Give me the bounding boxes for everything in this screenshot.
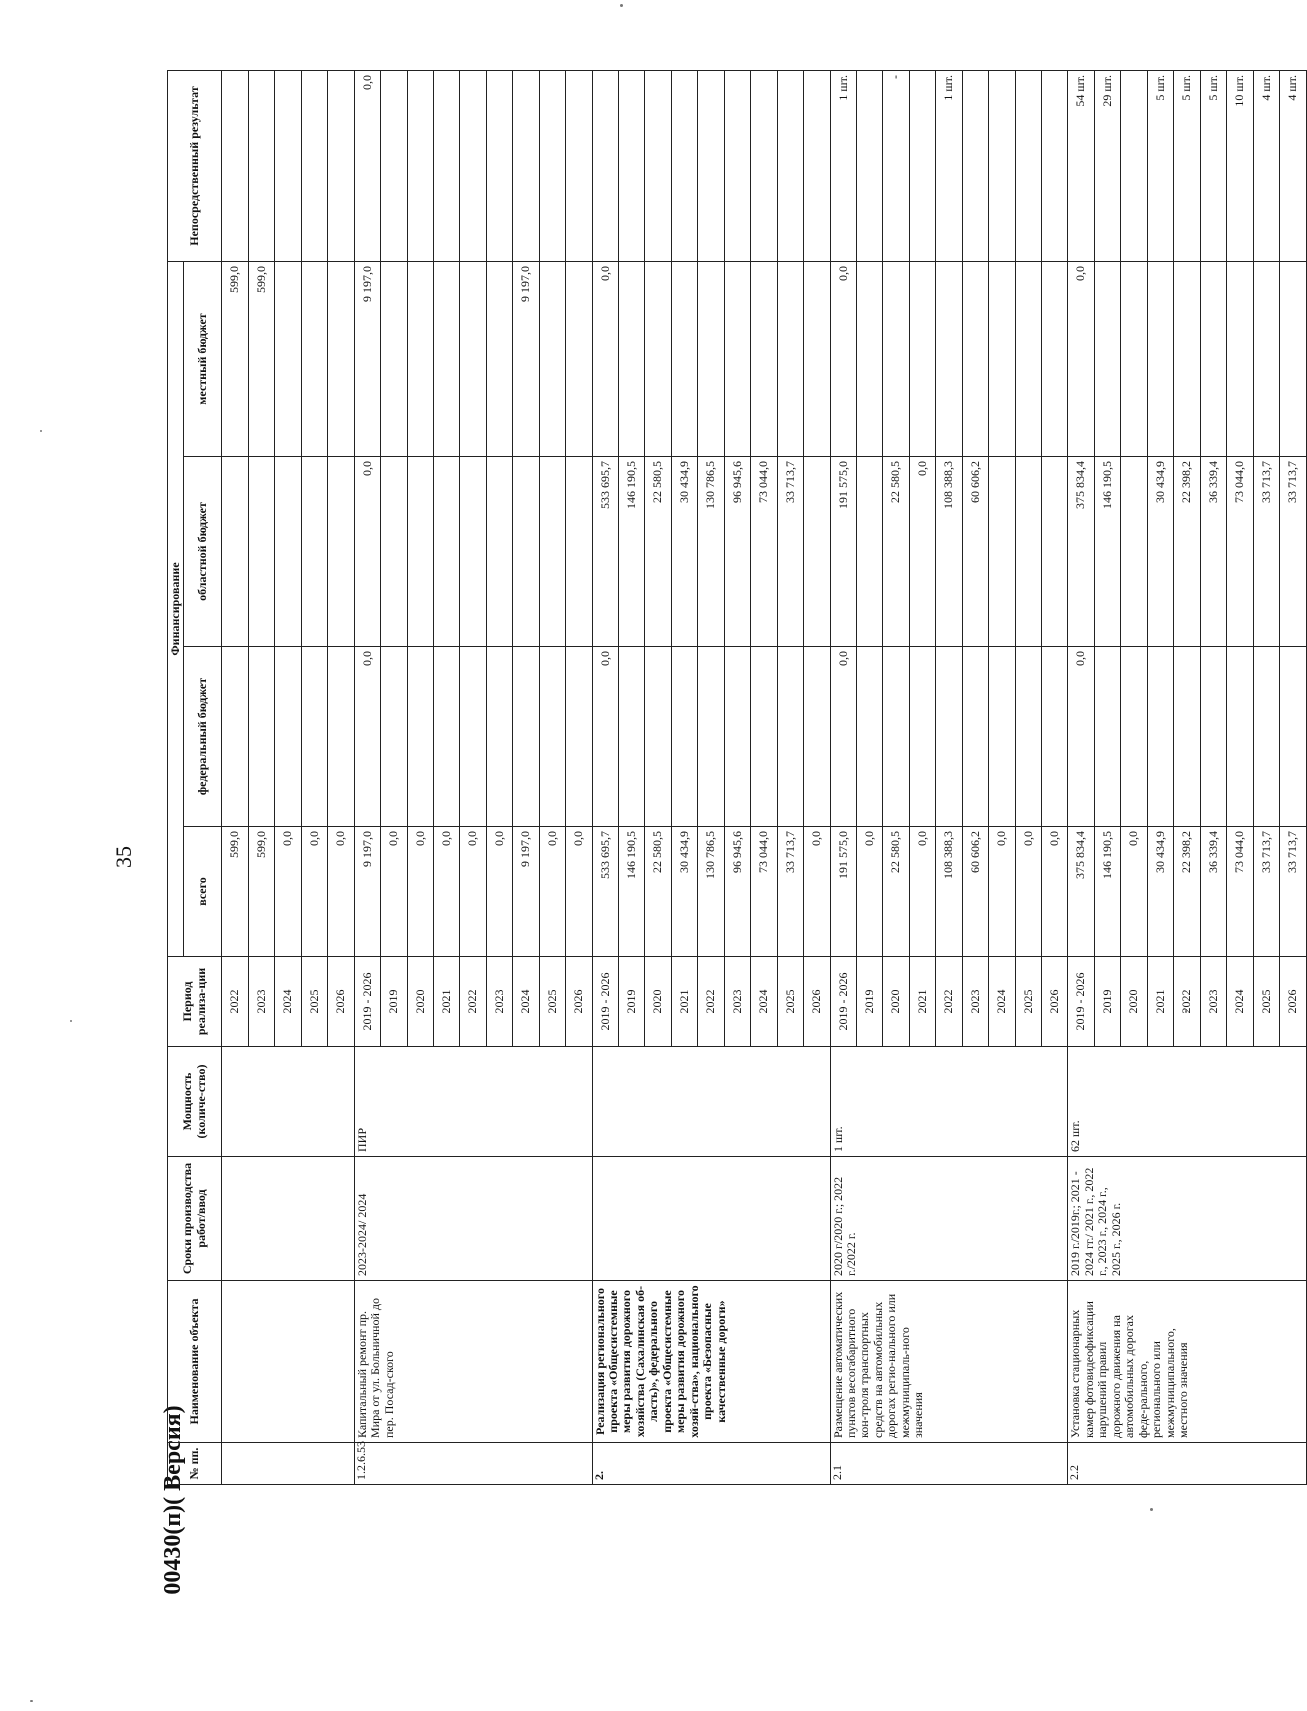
- header-period: Период реализа-ции: [168, 957, 222, 1047]
- federal-cell: [486, 647, 512, 827]
- period-cell: 2024: [513, 957, 539, 1047]
- local-cell: [486, 262, 512, 457]
- num-cell: 1.2.6.53: [354, 1443, 592, 1485]
- result-cell: [804, 71, 830, 262]
- local-cell: [936, 262, 962, 457]
- period-cell: 2019: [1094, 957, 1120, 1047]
- federal-cell: [724, 647, 750, 827]
- federal-cell: 0,0: [592, 647, 618, 827]
- period-cell: 2026: [328, 957, 354, 1047]
- result-cell: [909, 71, 935, 262]
- federal-cell: [1227, 647, 1253, 827]
- num-cell: [222, 1443, 354, 1485]
- period-cell: 2020: [883, 957, 909, 1047]
- period-cell: 2022: [1174, 957, 1200, 1047]
- regional-cell: [460, 457, 486, 647]
- federal-cell: [989, 647, 1015, 827]
- total-cell: 0,0: [1042, 827, 1068, 957]
- local-cell: [777, 262, 803, 457]
- result-cell: [989, 71, 1015, 262]
- period-cell: 2020: [407, 957, 433, 1047]
- regional-cell: [513, 457, 539, 647]
- regional-cell: [804, 457, 830, 647]
- local-cell: [1147, 262, 1173, 457]
- federal-cell: 0,0: [354, 647, 380, 827]
- local-cell: [1253, 262, 1279, 457]
- period-cell: 2019 - 2026: [592, 957, 618, 1047]
- regional-cell: 22 398,2: [1174, 457, 1200, 647]
- local-cell: [989, 262, 1015, 457]
- total-cell: 0,0: [381, 827, 407, 957]
- terms-cell: 2020 г/2020 г.; 2022 г./2022 г.: [830, 1157, 1068, 1281]
- capacity-cell: 1 шт.: [830, 1047, 1068, 1157]
- header-federal: федеральный бюджет: [184, 647, 222, 827]
- regional-cell: [381, 457, 407, 647]
- regional-cell: 33 713,7: [1253, 457, 1279, 647]
- result-cell: 1 шт.: [936, 71, 962, 262]
- period-cell: 2024: [989, 957, 1015, 1047]
- local-cell: [407, 262, 433, 457]
- capacity-cell: ПИР: [354, 1047, 592, 1157]
- terms-cell: [222, 1157, 354, 1281]
- page-number: 35: [111, 846, 136, 868]
- total-cell: 30 434,9: [671, 827, 697, 957]
- regional-cell: 146 190,5: [1094, 457, 1120, 647]
- object-name-cell: Реализация регионального проекта «Общесистемные меры развития дорожного хозяйства (Сахалинская об-ласть)», федерального проекта «Общесистемные меры развития дорожного хозяй-ства», национального проекта «Безопасные качественные дороги»: [592, 1281, 830, 1443]
- period-cell: 2022: [698, 957, 724, 1047]
- total-cell: 0,0: [909, 827, 935, 957]
- capacity-cell: [222, 1047, 354, 1157]
- period-cell: 2023: [962, 957, 988, 1047]
- result-cell: [275, 71, 301, 262]
- total-cell: 0,0: [856, 827, 882, 957]
- period-cell: 2025: [777, 957, 803, 1047]
- regional-cell: [328, 457, 354, 647]
- header-regional: областной бюджет: [184, 457, 222, 647]
- result-cell: [486, 71, 512, 262]
- regional-cell: [433, 457, 459, 647]
- local-cell: 0,0: [592, 262, 618, 457]
- federal-cell: [671, 647, 697, 827]
- terms-cell: 2023-2024/ 2024: [354, 1157, 592, 1281]
- period-cell: 2026: [1042, 957, 1068, 1047]
- total-cell: 599,0: [222, 827, 248, 957]
- regional-cell: 191 575,0: [830, 457, 856, 647]
- local-cell: [1174, 262, 1200, 457]
- result-cell: [724, 71, 750, 262]
- local-cell: [883, 262, 909, 457]
- federal-cell: [1174, 647, 1200, 827]
- capacity-cell: 62 шт.: [1068, 1047, 1307, 1157]
- total-cell: 0,0: [328, 827, 354, 957]
- result-cell: 0,0: [354, 71, 380, 262]
- total-cell: 96 945,6: [724, 827, 750, 957]
- period-cell: 2023: [1200, 957, 1226, 1047]
- total-cell: 0,0: [433, 827, 459, 957]
- regional-cell: 73 044,0: [751, 457, 777, 647]
- period-cell: 2022: [222, 957, 248, 1047]
- total-cell: 130 786,5: [698, 827, 724, 957]
- local-cell: [909, 262, 935, 457]
- period-cell: 2023: [724, 957, 750, 1047]
- local-cell: [804, 262, 830, 457]
- regional-cell: [1015, 457, 1041, 647]
- table-row: [222, 71, 248, 1485]
- federal-cell: [936, 647, 962, 827]
- table-row: [592, 71, 618, 1485]
- federal-cell: 0,0: [1068, 647, 1094, 827]
- federal-cell: [1279, 647, 1306, 827]
- header-num: № пп.: [168, 1443, 222, 1485]
- period-cell: 2023: [486, 957, 512, 1047]
- regional-cell: 33 713,7: [1279, 457, 1306, 647]
- regional-cell: [566, 457, 592, 647]
- federal-cell: [619, 647, 645, 827]
- period-cell: 2021: [433, 957, 459, 1047]
- period-cell: 2026: [566, 957, 592, 1047]
- total-cell: 9 197,0: [513, 827, 539, 957]
- federal-cell: [301, 647, 327, 827]
- result-cell: [619, 71, 645, 262]
- total-cell: 22 398,2: [1174, 827, 1200, 957]
- federal-cell: [1042, 647, 1068, 827]
- regional-cell: 0,0: [354, 457, 380, 647]
- federal-cell: [222, 647, 248, 827]
- document-id: 00430(п)( Версия): [160, 1405, 186, 1595]
- total-cell: 0,0: [275, 827, 301, 957]
- total-cell: 9 197,0: [354, 827, 380, 957]
- local-cell: [1121, 262, 1147, 457]
- total-cell: 0,0: [804, 827, 830, 957]
- federal-cell: [433, 647, 459, 827]
- federal-cell: [804, 647, 830, 827]
- period-cell: 2020: [645, 957, 671, 1047]
- local-cell: 9 197,0: [354, 262, 380, 457]
- period-cell: 2019: [856, 957, 882, 1047]
- local-cell: [381, 262, 407, 457]
- total-cell: 22 580,5: [645, 827, 671, 957]
- period-cell: 2020: [1121, 957, 1147, 1047]
- total-cell: 0,0: [539, 827, 565, 957]
- table-row: [1068, 71, 1094, 1485]
- local-cell: [1015, 262, 1041, 457]
- federal-cell: [883, 647, 909, 827]
- federal-cell: [1015, 647, 1041, 827]
- local-cell: [301, 262, 327, 457]
- total-cell: 73 044,0: [751, 827, 777, 957]
- regional-cell: 36 339,4: [1200, 457, 1226, 647]
- regional-cell: 22 580,5: [883, 457, 909, 647]
- object-name-cell: Установка стационарных камер фотовидеофиксации нарушений правил дорожного движения на автомобильных дорогах феде-рального, регионального или межмуниципального, местного значения: [1068, 1281, 1307, 1443]
- regional-cell: 146 190,5: [619, 457, 645, 647]
- federal-cell: [566, 647, 592, 827]
- num-cell: 2.1: [830, 1443, 1068, 1485]
- total-cell: 33 713,7: [1253, 827, 1279, 957]
- header-financing: Финансирование: [168, 262, 184, 957]
- total-cell: 0,0: [1015, 827, 1041, 957]
- federal-cell: [1200, 647, 1226, 827]
- total-cell: 0,0: [989, 827, 1015, 957]
- result-cell: 5 шт.: [1174, 71, 1200, 262]
- local-cell: [433, 262, 459, 457]
- total-cell: 191 575,0: [830, 827, 856, 957]
- result-cell: 29 шт.: [1094, 71, 1120, 262]
- result-cell: 4 шт.: [1279, 71, 1306, 262]
- header-name: Наименование объекта: [168, 1281, 222, 1443]
- result-cell: 54 шт.: [1068, 71, 1094, 262]
- result-cell: [1042, 71, 1068, 262]
- local-cell: 0,0: [1068, 262, 1094, 457]
- period-cell: 2021: [909, 957, 935, 1047]
- federal-cell: [539, 647, 565, 827]
- period-cell: 2026: [804, 957, 830, 1047]
- local-cell: 9 197,0: [513, 262, 539, 457]
- financing-table: [167, 70, 1307, 1485]
- result-cell: [1121, 71, 1147, 262]
- total-cell: 33 713,7: [777, 827, 803, 957]
- total-cell: 73 044,0: [1227, 827, 1253, 957]
- regional-cell: [248, 457, 274, 647]
- local-cell: [619, 262, 645, 457]
- header-capacity: Мощность (количе-ство): [168, 1047, 222, 1157]
- local-cell: [275, 262, 301, 457]
- local-cell: [698, 262, 724, 457]
- federal-cell: [1253, 647, 1279, 827]
- federal-cell: [1121, 647, 1147, 827]
- total-cell: 0,0: [486, 827, 512, 957]
- regional-cell: 30 434,9: [671, 457, 697, 647]
- period-cell: 2019 - 2026: [1068, 957, 1094, 1047]
- result-cell: [671, 71, 697, 262]
- period-cell: 2019 - 2026: [830, 957, 856, 1047]
- local-cell: [566, 262, 592, 457]
- period-cell: 2019: [619, 957, 645, 1047]
- result-cell: [856, 71, 882, 262]
- regional-cell: 108 388,3: [936, 457, 962, 647]
- result-cell: [460, 71, 486, 262]
- total-cell: 533 695,7: [592, 827, 618, 957]
- period-cell: 2024: [1227, 957, 1253, 1047]
- federal-cell: [407, 647, 433, 827]
- result-cell: [751, 71, 777, 262]
- local-cell: 599,0: [248, 262, 274, 457]
- period-cell: 2024: [275, 957, 301, 1047]
- local-cell: [328, 262, 354, 457]
- result-cell: [962, 71, 988, 262]
- federal-cell: [1147, 647, 1173, 827]
- result-cell: [222, 71, 248, 262]
- federal-cell: [751, 647, 777, 827]
- result-cell: [248, 71, 274, 262]
- header-local: местный бюджет: [184, 262, 222, 457]
- federal-cell: [962, 647, 988, 827]
- regional-cell: 22 580,5: [645, 457, 671, 647]
- period-cell: 2025: [1015, 957, 1041, 1047]
- result-cell: 4 шт.: [1253, 71, 1279, 262]
- regional-cell: [407, 457, 433, 647]
- local-cell: [539, 262, 565, 457]
- local-cell: 0,0: [830, 262, 856, 457]
- regional-cell: 0,0: [909, 457, 935, 647]
- regional-cell: [222, 457, 248, 647]
- period-cell: 2025: [1253, 957, 1279, 1047]
- result-cell: 10 шт.: [1227, 71, 1253, 262]
- result-cell: [407, 71, 433, 262]
- regional-cell: 375 834,4: [1068, 457, 1094, 647]
- total-cell: 146 190,5: [1094, 827, 1120, 957]
- period-cell: 2024: [751, 957, 777, 1047]
- federal-cell: [698, 647, 724, 827]
- object-name-cell: Капитальный ремонт пр. Мира от ул. Больничной до пер. Посад-ского: [354, 1281, 592, 1443]
- regional-cell: [275, 457, 301, 647]
- local-cell: [962, 262, 988, 457]
- result-cell: [592, 71, 618, 262]
- table-row: [354, 71, 380, 1485]
- result-cell: 5 шт.: [1147, 71, 1173, 262]
- header-result: Непосредственный результат: [168, 71, 222, 262]
- result-cell: [645, 71, 671, 262]
- regional-cell: [856, 457, 882, 647]
- table-container: [167, 71, 1307, 1485]
- result-cell: [301, 71, 327, 262]
- local-cell: [1279, 262, 1306, 457]
- period-cell: 2026: [1279, 957, 1306, 1047]
- terms-cell: 2019 г./2019г.; 2021 - 2024 гг./ 2021 г., 2022 г., 2023 г., 2024 г., 2025 г., 2026 г.: [1068, 1157, 1307, 1281]
- result-cell: [1015, 71, 1041, 262]
- federal-cell: [328, 647, 354, 827]
- local-cell: [1227, 262, 1253, 457]
- regional-cell: 60 606,2: [962, 457, 988, 647]
- federal-cell: [460, 647, 486, 827]
- period-cell: 2022: [936, 957, 962, 1047]
- period-cell: 2021: [671, 957, 697, 1047]
- federal-cell: [645, 647, 671, 827]
- federal-cell: [856, 647, 882, 827]
- local-cell: [1042, 262, 1068, 457]
- header-total: всего: [184, 827, 222, 957]
- table-row: [830, 71, 856, 1485]
- result-cell: [328, 71, 354, 262]
- regional-cell: 73 044,0: [1227, 457, 1253, 647]
- result-cell: [777, 71, 803, 262]
- regional-cell: [1121, 457, 1147, 647]
- federal-cell: [1094, 647, 1120, 827]
- period-cell: 2023: [248, 957, 274, 1047]
- federal-cell: [275, 647, 301, 827]
- regional-cell: [1042, 457, 1068, 647]
- total-cell: 60 606,2: [962, 827, 988, 957]
- regional-cell: 533 695,7: [592, 457, 618, 647]
- regional-cell: [301, 457, 327, 647]
- local-cell: [671, 262, 697, 457]
- regional-cell: [539, 457, 565, 647]
- local-cell: [460, 262, 486, 457]
- total-cell: 36 339,4: [1200, 827, 1226, 957]
- total-cell: 30 434,9: [1147, 827, 1173, 957]
- result-cell: 5 шт.: [1200, 71, 1226, 262]
- local-cell: [724, 262, 750, 457]
- result-cell: [381, 71, 407, 262]
- header-terms: Сроки производства работ/ввод: [168, 1157, 222, 1281]
- federal-cell: [381, 647, 407, 827]
- total-cell: 146 190,5: [619, 827, 645, 957]
- period-cell: 2025: [539, 957, 565, 1047]
- name-cell: [222, 1281, 354, 1443]
- result-cell: [566, 71, 592, 262]
- period-cell: 2022: [460, 957, 486, 1047]
- regional-cell: 33 713,7: [777, 457, 803, 647]
- result-cell: [433, 71, 459, 262]
- total-cell: 0,0: [566, 827, 592, 957]
- num-cell: 2.2: [1068, 1443, 1307, 1485]
- result-cell: 1 шт.: [830, 71, 856, 262]
- object-name-cell: Размещение автоматических пунктов весогабаритного кон-троля транспортных средств на автомобильных дорогах регио-нального или межмуниципаль-ного значения: [830, 1281, 1068, 1443]
- regional-cell: 130 786,5: [698, 457, 724, 647]
- total-cell: 108 388,3: [936, 827, 962, 957]
- local-cell: 599,0: [222, 262, 248, 457]
- result-cell: [539, 71, 565, 262]
- capacity-cell: [592, 1047, 830, 1157]
- total-cell: 22 580,5: [883, 827, 909, 957]
- local-cell: [751, 262, 777, 457]
- local-cell: [1094, 262, 1120, 457]
- regional-cell: 96 945,6: [724, 457, 750, 647]
- total-cell: 33 713,7: [1279, 827, 1306, 957]
- federal-cell: 0,0: [830, 647, 856, 827]
- federal-cell: [513, 647, 539, 827]
- total-cell: 599,0: [248, 827, 274, 957]
- terms-cell: [592, 1157, 830, 1281]
- total-cell: 0,0: [460, 827, 486, 957]
- total-cell: 0,0: [407, 827, 433, 957]
- regional-cell: 30 434,9: [1147, 457, 1173, 647]
- period-cell: 2025: [301, 957, 327, 1047]
- regional-cell: [486, 457, 512, 647]
- local-cell: [1200, 262, 1226, 457]
- result-cell: -: [883, 71, 909, 262]
- federal-cell: [777, 647, 803, 827]
- total-cell: 0,0: [1121, 827, 1147, 957]
- local-cell: [645, 262, 671, 457]
- period-cell: 2019 - 2026: [354, 957, 380, 1047]
- federal-cell: [248, 647, 274, 827]
- regional-cell: [989, 457, 1015, 647]
- federal-cell: [909, 647, 935, 827]
- result-cell: [513, 71, 539, 262]
- result-cell: [698, 71, 724, 262]
- total-cell: 0,0: [301, 827, 327, 957]
- period-cell: 2021: [1147, 957, 1173, 1047]
- total-cell: 375 834,4: [1068, 827, 1094, 957]
- local-cell: [856, 262, 882, 457]
- num-cell: 2.: [592, 1443, 830, 1485]
- period-cell: 2019: [381, 957, 407, 1047]
